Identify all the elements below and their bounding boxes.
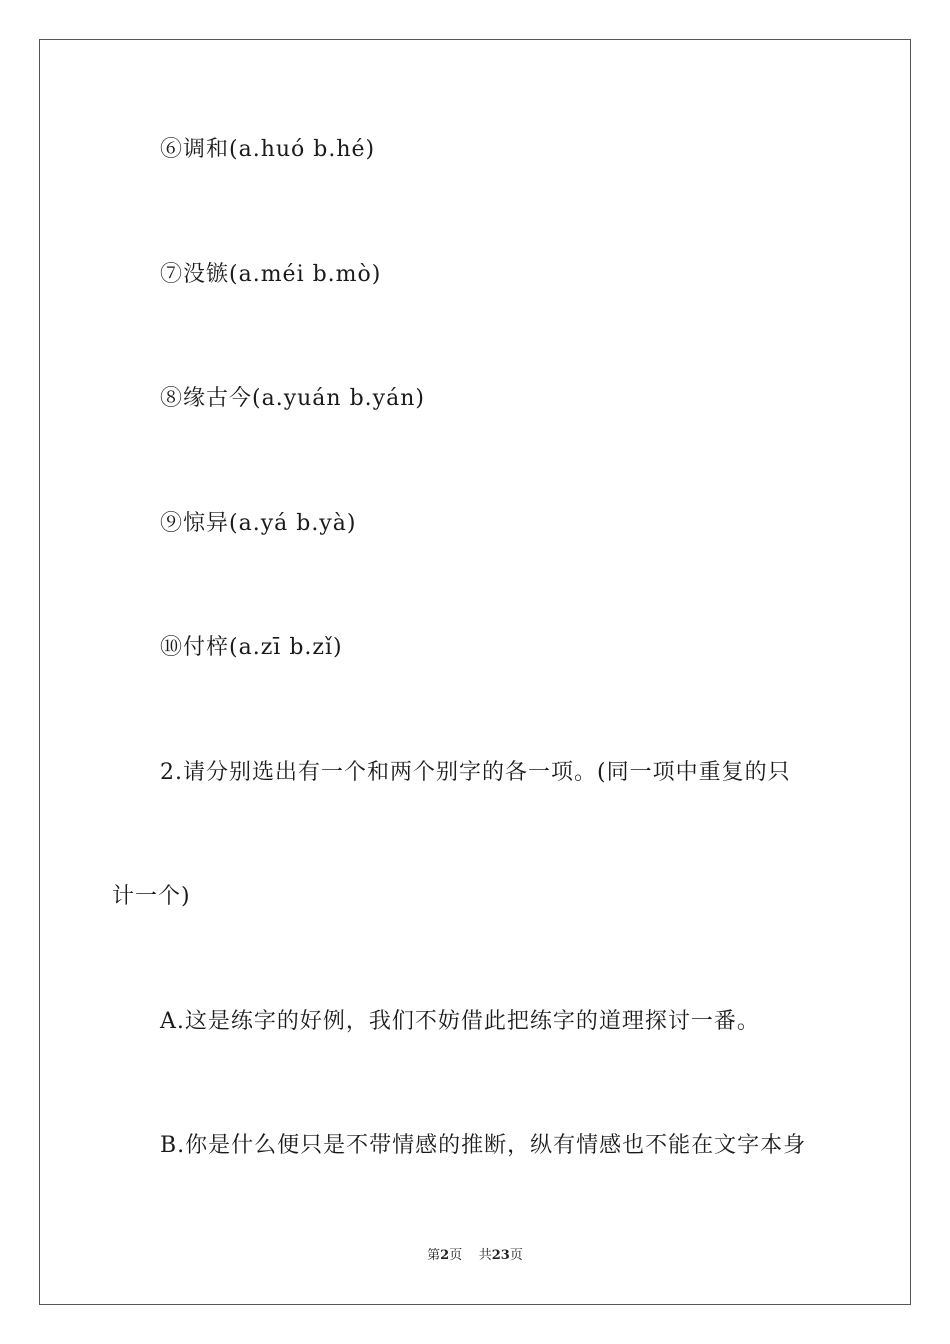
page-footer bbox=[0, 1247, 950, 1265]
total-page-number: 23 bbox=[491, 1248, 510, 1263]
pinyin-item-7: ⑦没镞(a.méi b.mò) bbox=[160, 262, 382, 287]
question-2-line-2: 计一个) bbox=[112, 884, 191, 909]
total-label-suffix: 页 bbox=[509, 1248, 523, 1263]
total-label-prefix: 共 bbox=[478, 1248, 492, 1263]
pinyin-item-10: ⑩付梓(a.zī b.zǐ) bbox=[160, 635, 343, 660]
page-label-suffix: 页 bbox=[449, 1248, 463, 1263]
page-label-prefix: 第 bbox=[427, 1248, 441, 1263]
pinyin-item-6: ⑥调和(a.huó b.hé) bbox=[160, 137, 376, 162]
page-border bbox=[39, 39, 911, 1305]
option-b: B.你是什么便只是不带情感的推断，纵有情感也不能在文字本身 bbox=[160, 1133, 807, 1158]
current-page-number: 2 bbox=[440, 1248, 450, 1263]
pinyin-item-9: ⑨惊异(a.yá b.yà) bbox=[160, 511, 357, 536]
pinyin-item-8: ⑧缘古今(a.yuán b.yán) bbox=[160, 386, 425, 411]
question-2-line-1: 2.请分别选出有一个和两个别字的各一项。(同一项中重复的只 bbox=[160, 760, 791, 785]
option-a: A.这是练字的好例，我们不妨借此把练字的道理探讨一番。 bbox=[160, 1009, 760, 1034]
